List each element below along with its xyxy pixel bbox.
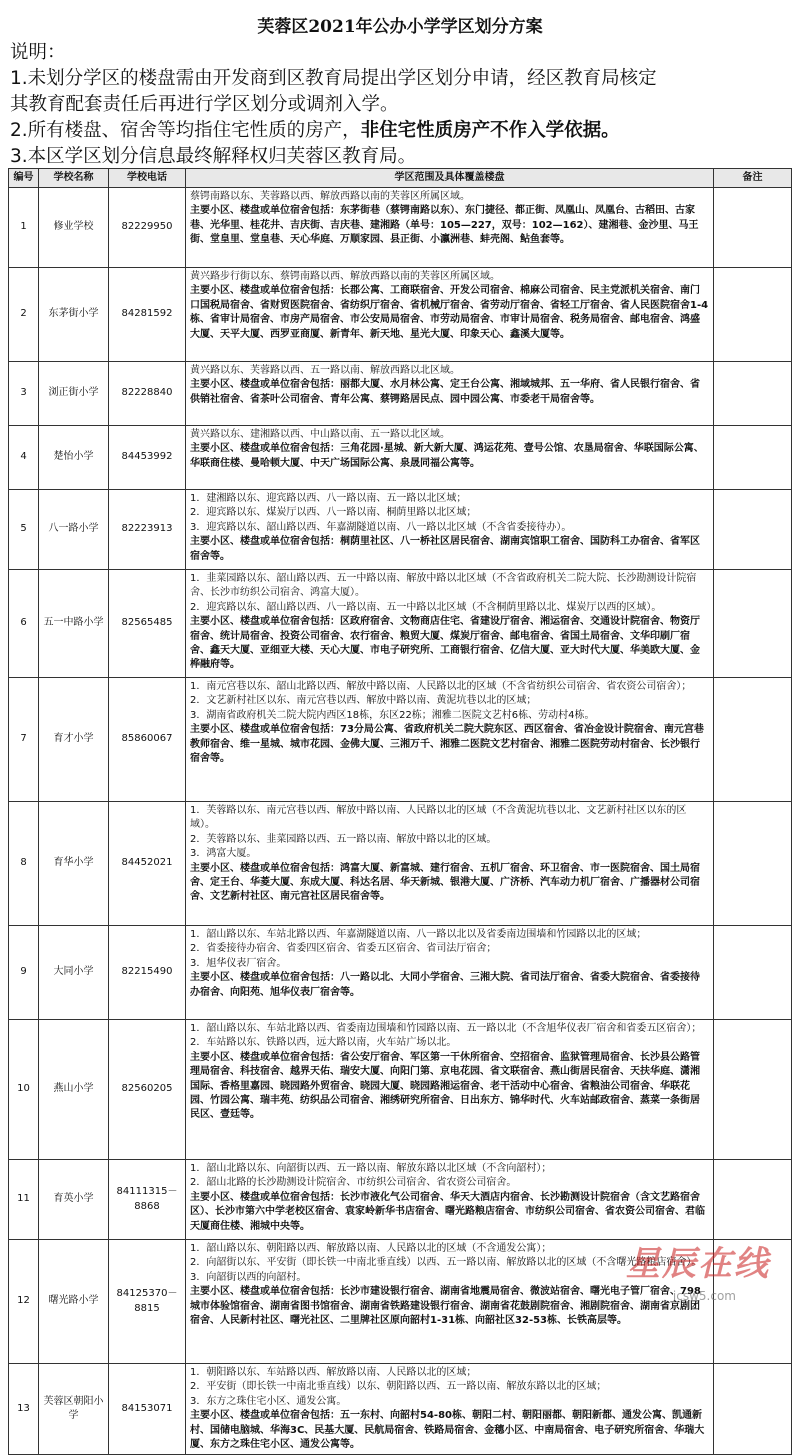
- header-no: 编号: [9, 169, 39, 188]
- district-range: [186, 188, 714, 268]
- range-line: 黄兴路以东、芙蓉路以西、五一路以南、解放西路以北区域。: [190, 365, 460, 376]
- table-row: [9, 268, 792, 362]
- district-range: [186, 926, 714, 1020]
- school-name: 育才小学: [39, 678, 109, 802]
- note-1-line-1: 1.未划分学区的楼盘需由开发商到区教育局提出学区划分申请，经区教育局核定: [10, 68, 657, 89]
- school-name: 大同小学: [39, 926, 109, 1020]
- school-phone: 84281592: [109, 268, 186, 362]
- table-row: [9, 678, 792, 802]
- note-2-text: 2.所有楼盘、宿舍等均指住宅性质的房产，: [10, 120, 361, 141]
- table-row: [9, 802, 792, 926]
- school-name: 浏正街小学: [39, 362, 109, 426]
- row-number: 2: [9, 268, 39, 362]
- range-line: 2．韶山北路的长沙勘测设计院宿舍、市纺织公司宿舍、省农资公司宿舍。: [190, 1177, 517, 1189]
- remark-cell: [714, 926, 792, 1020]
- range-line: 1．朝阳路以东、车站路以西、解放路以南、人民路以北的区域；: [190, 1367, 477, 1378]
- range-line: 主要小区、楼盘或单位宿舍包括：三角花园·星城、新大新大厦、鸿运花苑、壹号公馆、农垦局宿舍、华联国际公寓、华联商住楼、曼哈顿大厦、中天广场国际公寓、泉晟同福公寓等。: [190, 443, 704, 469]
- table-row: [9, 1160, 792, 1240]
- row-number: 4: [9, 426, 39, 490]
- school-name: 楚怡小学: [39, 426, 109, 490]
- range-line: 主要小区、楼盘或单位宿舍包括：丽都大厦、水月林公寓、定王台公寓、湘域城邦、五一华府、省人民银行宿舍、省供销社宿舍、省茶叶公司宿舍、青年公寓、蔡锷路居民点、园中园公寓、市委老干局宿舍等。: [190, 379, 700, 405]
- school-name: 育英小学: [39, 1160, 109, 1240]
- header-phone: 学校电话: [109, 169, 186, 188]
- table-row: [9, 926, 792, 1020]
- row-number: 10: [9, 1020, 39, 1160]
- range-line: 2．省委接待办宿舍、省委四区宿舍、省委五区宿舍、省司法厅宿舍；: [190, 943, 497, 955]
- district-range: [186, 490, 714, 570]
- row-number: 6: [9, 570, 39, 678]
- range-line: 1．韶山路以东、朝阳路以西、解放路以南、人民路以北的区域（不含通发公寓）；: [190, 1243, 552, 1254]
- notes-section: [0, 38, 800, 170]
- watermark-logo: 星辰在线: [626, 1244, 770, 1284]
- school-phone: 82215490: [109, 926, 186, 1020]
- row-number: 5: [9, 490, 39, 570]
- range-line: 3．向韶街以西的向韶村。: [190, 1271, 307, 1283]
- header-remark: 备注: [714, 169, 792, 188]
- table-row: [9, 188, 792, 268]
- school-phone: 82223913: [109, 490, 186, 570]
- school-name: 八一路小学: [39, 490, 109, 570]
- school-phone: 84111315－8868: [109, 1160, 186, 1240]
- range-line: 1．韶山北路以东、向韶街以西、五一路以南、解放东路以北区域（不含向韶村）；: [190, 1163, 552, 1174]
- header-school: 学校名称: [39, 169, 109, 188]
- table-row: [9, 362, 792, 426]
- range-line: 主要小区、楼盘或单位宿舍包括：长沙市建设银行宿舍、湖南省地震局宿舍、微波站宿舍、曙光电子管厂宿舍、798城市体验馆宿舍、湖南省图书馆宿舍、湖南省铁路建设银行宿舍、湖南省花鼓剧院宿舍、湘剧院宿舍、湖南省京剧团宿舍、人民新村社区、曙光社区、二里牌社区原向韶村1-31栋、向韶社区32-53栋、长铁高层等。: [190, 1286, 701, 1327]
- table-row: [9, 426, 792, 490]
- row-number: 11: [9, 1160, 39, 1240]
- table-row: [9, 1020, 792, 1160]
- row-number: 9: [9, 926, 39, 1020]
- district-range: [186, 678, 714, 802]
- range-line: 主要小区、楼盘或单位宿舍包括：东茅街巷（蔡锷南路以东）、东门捷径、都正街、凤凰山、凤凰台、古稻田、古家巷、光华里、桂花井、吉庆街、吉庆巷、建湘路（单号：105—227，双号：102—162）、建湘巷、金沙里、马王街、堂皇里、堂皇巷、天心华庭、万顺家园、县正街、小瀛洲巷、蚌壳阁、鲇鱼套等。: [190, 205, 699, 246]
- range-line: 2．文艺新村社区以东、南元宫巷以西、解放中路以南、黄泥坑巷以北的区域；: [190, 695, 537, 707]
- range-line: 1．韭菜园路以东、韶山路以西、五一中路以南、解放中路以北区域（不含省政府机关二院大院、长沙勘测设计院宿舍、长沙市纺织公司宿舍、鸿富大厦）。: [190, 573, 697, 599]
- range-line: 3．迎宾路以东、韶山路以西、年嘉湖隧道以南、八一路以北区域（不含省委接待办）。: [190, 521, 572, 533]
- range-line: 蔡锷南路以东、芙蓉路以西、解放西路以南的芙蓉区所属区域。: [190, 191, 470, 202]
- header-range: 学区范围及具体覆盖楼盘: [186, 169, 714, 188]
- school-name: 曙光路小学: [39, 1240, 109, 1364]
- school-name: 芙蓉区朝阳小学: [39, 1364, 109, 1455]
- district-range: [186, 570, 714, 678]
- range-line: 1．韶山路以东、车站北路以西、省委南边围墙和竹园路以南、五一路以北（不含旭华仪表厂宿舍和省委五区宿舍）；: [190, 1023, 702, 1034]
- row-number: 1: [9, 188, 39, 268]
- school-phone: 82560205: [109, 1020, 186, 1160]
- row-number: 3: [9, 362, 39, 426]
- school-name: 五一中路小学: [39, 570, 109, 678]
- range-line: 3．东方之珠住宅小区、通发公寓。: [190, 1395, 347, 1407]
- table-row: [9, 1364, 792, 1455]
- school-phone: 82229950: [109, 188, 186, 268]
- range-line: 主要小区、楼盘或单位宿舍包括：八一路以北、大同小学宿舍、三湘大院、省司法厅宿舍、省委大院宿舍、省委接待办宿舍、向阳苑、旭华仪表厂宿舍等。: [190, 972, 700, 998]
- remark-cell: [714, 570, 792, 678]
- range-line: 2．芙蓉路以东、韭菜园路以西、五一路以南、解放中路以北的区域。: [190, 833, 497, 845]
- range-line: 主要小区、楼盘或单位宿舍包括：省公安厅宿舍、军区第一干休所宿舍、空招宿舍、监狱管理局宿舍、长沙县公路管理局宿舍、科技宿舍、越界天佑、瑞安大厦、向阳门第、京电花园、省文联宿舍、燕山街居民宿舍、天扶华庭、潇湘国际、香格里嘉园、晓园路外贸宿舍、晓园大厦、晓园路湘运宿舍、老干活动中心宿舍、省粮油公司宿舍、华联花园、竹园公寓、瑞丰苑、纺织品公司宿舍、湘绣研究所宿舍、日出东方、锦华时代、火车站邮政宿舍、蒸菜一条街居民区、壹廷等。: [190, 1051, 700, 1121]
- note-2-emphasis: 非住宅性质房产不作入学依据。: [360, 120, 620, 141]
- range-line: 1．建湘路以东、迎宾路以西、八一路以南、五一路以北区域；: [190, 493, 467, 504]
- range-line: 黄兴路步行街以东、蔡锷南路以西、解放西路以南的芙蓉区所属区域。: [190, 271, 500, 282]
- district-range: [186, 1364, 714, 1455]
- school-name: 育华小学: [39, 802, 109, 926]
- row-number: 7: [9, 678, 39, 802]
- row-number: 12: [9, 1240, 39, 1364]
- remark-cell: [714, 1020, 792, 1160]
- remark-cell: [714, 362, 792, 426]
- district-range: [186, 426, 714, 490]
- range-line: 2．迎宾路以东、煤炭厅以西、八一路以南、桐荫里路以北区域；: [190, 507, 477, 519]
- school-phone: 82228840: [109, 362, 186, 426]
- range-line: 主要小区、楼盘或单位宿舍包括：桐荫里社区、八一桥社区居民宿舍、湖南宾馆职工宿舍、国防科工办宿舍、省军区宿舍等。: [190, 536, 700, 562]
- table-row: [9, 570, 792, 678]
- remark-cell: [714, 188, 792, 268]
- remark-cell: [714, 1364, 792, 1455]
- page-title: 芙蓉区2021年公办小学学区划分方案: [257, 17, 543, 37]
- district-range: [186, 1160, 714, 1240]
- district-range: [186, 1020, 714, 1160]
- remark-cell: [714, 678, 792, 802]
- row-number: 8: [9, 802, 39, 926]
- school-phone: 85860067: [109, 678, 186, 802]
- range-line: 3．湖南省政府机关二院大院内西区18栋，东区22栋；湘雅二医院文艺村6栋、劳动村4栋。: [190, 709, 595, 721]
- range-line: 3．鸿富大厦。: [190, 848, 257, 860]
- range-line: 1．韶山路以东、车站北路以西、年嘉湖隧道以南、八一路以北以及省委南边围墙和竹园路以北的区域；: [190, 929, 647, 940]
- school-phone: 84125370－8815: [109, 1240, 186, 1364]
- range-line: 主要小区、楼盘或单位宿舍包括：五一东村、向韶村54-80栋、朝阳二村、朝阳丽都、朝阳新都、通发公寓、凯通新村、国储电脑城、华海3C、民基大厦、民航局宿舍、铁路局宿舍、金穗小区、中南局宿舍、电子研究所宿舍、华瑞大厦、东方之珠住宅小区、通发公寓等。: [190, 1410, 705, 1451]
- district-range: [186, 362, 714, 426]
- remark-cell: [714, 426, 792, 490]
- note-2: [10, 118, 790, 144]
- school-phone: 84453992: [109, 426, 186, 490]
- remark-cell: [714, 802, 792, 926]
- range-line: 2．车站路以东、铁路以西，远大路以南，火车站广场以北。: [190, 1037, 457, 1049]
- range-line: 1．芙蓉路以东、南元宫巷以西、解放中路以南、人民路以北的区域（不含黄泥坑巷以北、文艺新村社区以东的区域）。: [190, 805, 687, 831]
- remark-cell: [714, 268, 792, 362]
- note-1-line-2: 其教育配套责任后再进行学区划分或调剂入学。: [10, 94, 399, 115]
- range-line: 主要小区、楼盘或单位宿舍包括：73分局公寓、省政府机关二院大院东区、西区宿舍、省冶金设计院宿舍、南元宫巷教师宿舍、维一星城、城市花园、金佛大厦、三湘万千、湘雅二医院文艺村宿舍、湘雅二医院劳动村宿舍、长沙银行宿舍等。: [190, 724, 704, 765]
- range-line: 主要小区、楼盘或单位宿舍包括：区政府宿舍、文物商店住宅、省建设厅宿舍、湘运宿舍、交通设计院宿舍、物资厅宿舍、统计局宿舍、投资公司宿舍、农行宿舍、粮贸大厦、煤炭厅宿舍、邮电宿舍、省国土局宿舍、文华印刷厂宿舍、鑫天大厦、亚细亚大楼、天心大厦、市电子研究所、工商银行宿舍、亿信大厦、亚大时代大厦、华美欧大厦、金桦融府等。: [190, 616, 700, 671]
- school-name: 东茅街小学: [39, 268, 109, 362]
- range-line: 3．旭华仪表厂宿舍。: [190, 957, 287, 969]
- remark-cell: [714, 490, 792, 570]
- school-phone: 82565485: [109, 570, 186, 678]
- table-row: [9, 490, 792, 570]
- school-phone: 84153071: [109, 1364, 186, 1455]
- watermark-site: icsw5.com: [672, 1289, 736, 1303]
- notes-heading: 说明：: [10, 42, 66, 63]
- note-3: 3.本区学区划分信息最终解释权归芙蓉区教育局。: [10, 146, 417, 167]
- row-number: 13: [9, 1364, 39, 1455]
- range-line: 2．平安街（即长铁一中南北垂直线）以东、朝阳路以西、五一路以南、解放东路以北的区域；: [190, 1381, 607, 1393]
- range-line: 黄兴路以东、建湘路以西、中山路以南、五一路以北区域。: [190, 429, 450, 440]
- range-line: 主要小区、楼盘或单位宿舍包括：长沙市液化气公司宿舍、华天大酒店内宿舍、长沙勘测设计院宿舍（含文艺路宿舍区）、长沙市第六中学老校区宿舍、袁家岭新华书店宿舍、曙光路粮店宿舍、市纺织公司宿舍、省农资公司宿舍、君临天厦商住楼、湘城中央等。: [190, 1191, 705, 1232]
- district-range: [186, 802, 714, 926]
- table-header-row: [9, 169, 792, 188]
- school-name: 修业学校: [39, 188, 109, 268]
- range-line: 1．南元宫巷以东、韶山北路以西、解放中路以南、人民路以北的区域（不含省纺织公司宿舍、省农资公司宿舍）；: [190, 681, 692, 692]
- range-line: 主要小区、楼盘或单位宿舍包括：长郡公寓、工商联宿舍、开发公司宿舍、棉麻公司宿舍、民主党派机关宿舍、南门口国税局宿舍、省财贸医院宿舍、省纺织厅宿舍、省机械厅宿舍、省劳动厅宿舍、省轻工厅宿舍、省人民医院宿舍1-4栋、省审计局宿舍、市房产局宿舍、市公安局局宿舍、市劳动局宿舍、市审计局宿舍、税务局宿舍、邮电宿舍、鸿盛大厦、天平大厦、西罗亚商厦、新青年、新天地、星光大厦、印象天心、鑫溪大厦等。: [190, 285, 709, 340]
- school-phone: 84452021: [109, 802, 186, 926]
- range-line: 2．迎宾路以东、韶山路以西、八一路以南、五一中路以北区域（不含桐荫里路以北、煤炭厅以西的区域）。: [190, 601, 662, 613]
- range-line: 主要小区、楼盘或单位宿舍包括：鸿富大厦、新富城、建行宿舍、五机厂宿舍、环卫宿舍、市一医院宿舍、国土局宿舍、定王台、华菱大厦、东成大厦、科达名居、华天新城、银港大厦、广济桥、汽车动力机厂宿舍、广播器材公司宿舍、文艺新村社区、南元宫社区居民宿舍等。: [190, 862, 700, 903]
- remark-cell: [714, 1160, 792, 1240]
- district-range: [186, 268, 714, 362]
- school-name: 燕山小学: [39, 1020, 109, 1160]
- range-line: 2．向韶街以东、平安街（即长铁一中南北垂直线）以西、五一路以南、解放路以北的区域（不含曙光路粮店宿舍）。: [190, 1257, 702, 1269]
